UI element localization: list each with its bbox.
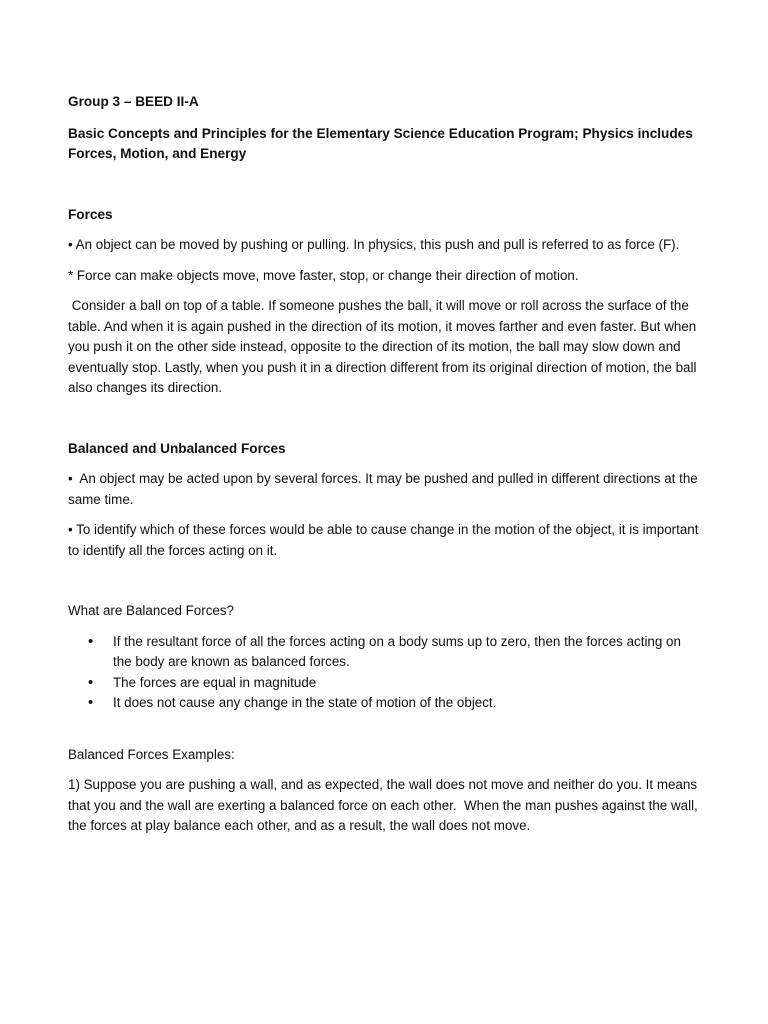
forces-paragraph-2: * Force can make objects move, move faster, stop, or change their direction of motion. xyxy=(68,267,579,283)
balanced-forces-question: What are Balanced Forces? xyxy=(68,603,234,618)
balanced-forces-list xyxy=(68,632,708,714)
group-line: Group 3 – BEED II-A xyxy=(68,94,199,109)
balanced-unbalanced-paragraph-2: • To identify which of these forces would be able to cause change in the motion of the object, it is important to identify all the forces acting on it. xyxy=(68,522,699,558)
list-item: • It does not cause any change in the state of motion of the object. xyxy=(68,693,688,714)
forces-heading: Forces xyxy=(68,206,113,222)
document-body xyxy=(68,92,708,837)
forces-paragraph-3: Consider a ball on top of a table. If someone pushes the ball, it will move or roll across the surface of the table. And when it is again pushed in the direction of its motion, it moves farther and even faster. But when you push it on the other side instead, opposite to the direction of its motion, the ball may slow down and eventually stop. Lastly, when you push it in a direction different from its original direction of motion, the ball also changes its direction. xyxy=(68,298,701,395)
forces-paragraph-1: • An object can be moved by pushing or pulling. In physics, this push and pull is referred to as force (F). xyxy=(68,237,680,252)
list-item: • The forces are equal in magnitude xyxy=(68,673,688,694)
examples-heading: Balanced Forces Examples: xyxy=(68,746,235,762)
balanced-unbalanced-heading: Balanced and Unbalanced Forces xyxy=(68,440,286,456)
document-title: Basic Concepts and Principles for the Elementary Science Education Program; Physics includes Forces, Motion, and Energy xyxy=(68,125,693,161)
balanced-unbalanced-paragraph-1: • An object may be acted upon by several forces. It may be pushed and pulled in different directions at the same time. xyxy=(68,471,702,507)
examples-paragraph-1: 1) Suppose you are pushing a wall, and as expected, the wall does not move and neither do you. It means that you and the wall are exerting a balanced force on each other. When the man pushes against the wall, the forces at play balance each other, and as a result, the wall does not move. xyxy=(68,777,702,833)
list-item: • If the resultant force of all the forces acting on a body sums up to zero, then the forces acting on the body are known as balanced forces. xyxy=(68,632,688,673)
